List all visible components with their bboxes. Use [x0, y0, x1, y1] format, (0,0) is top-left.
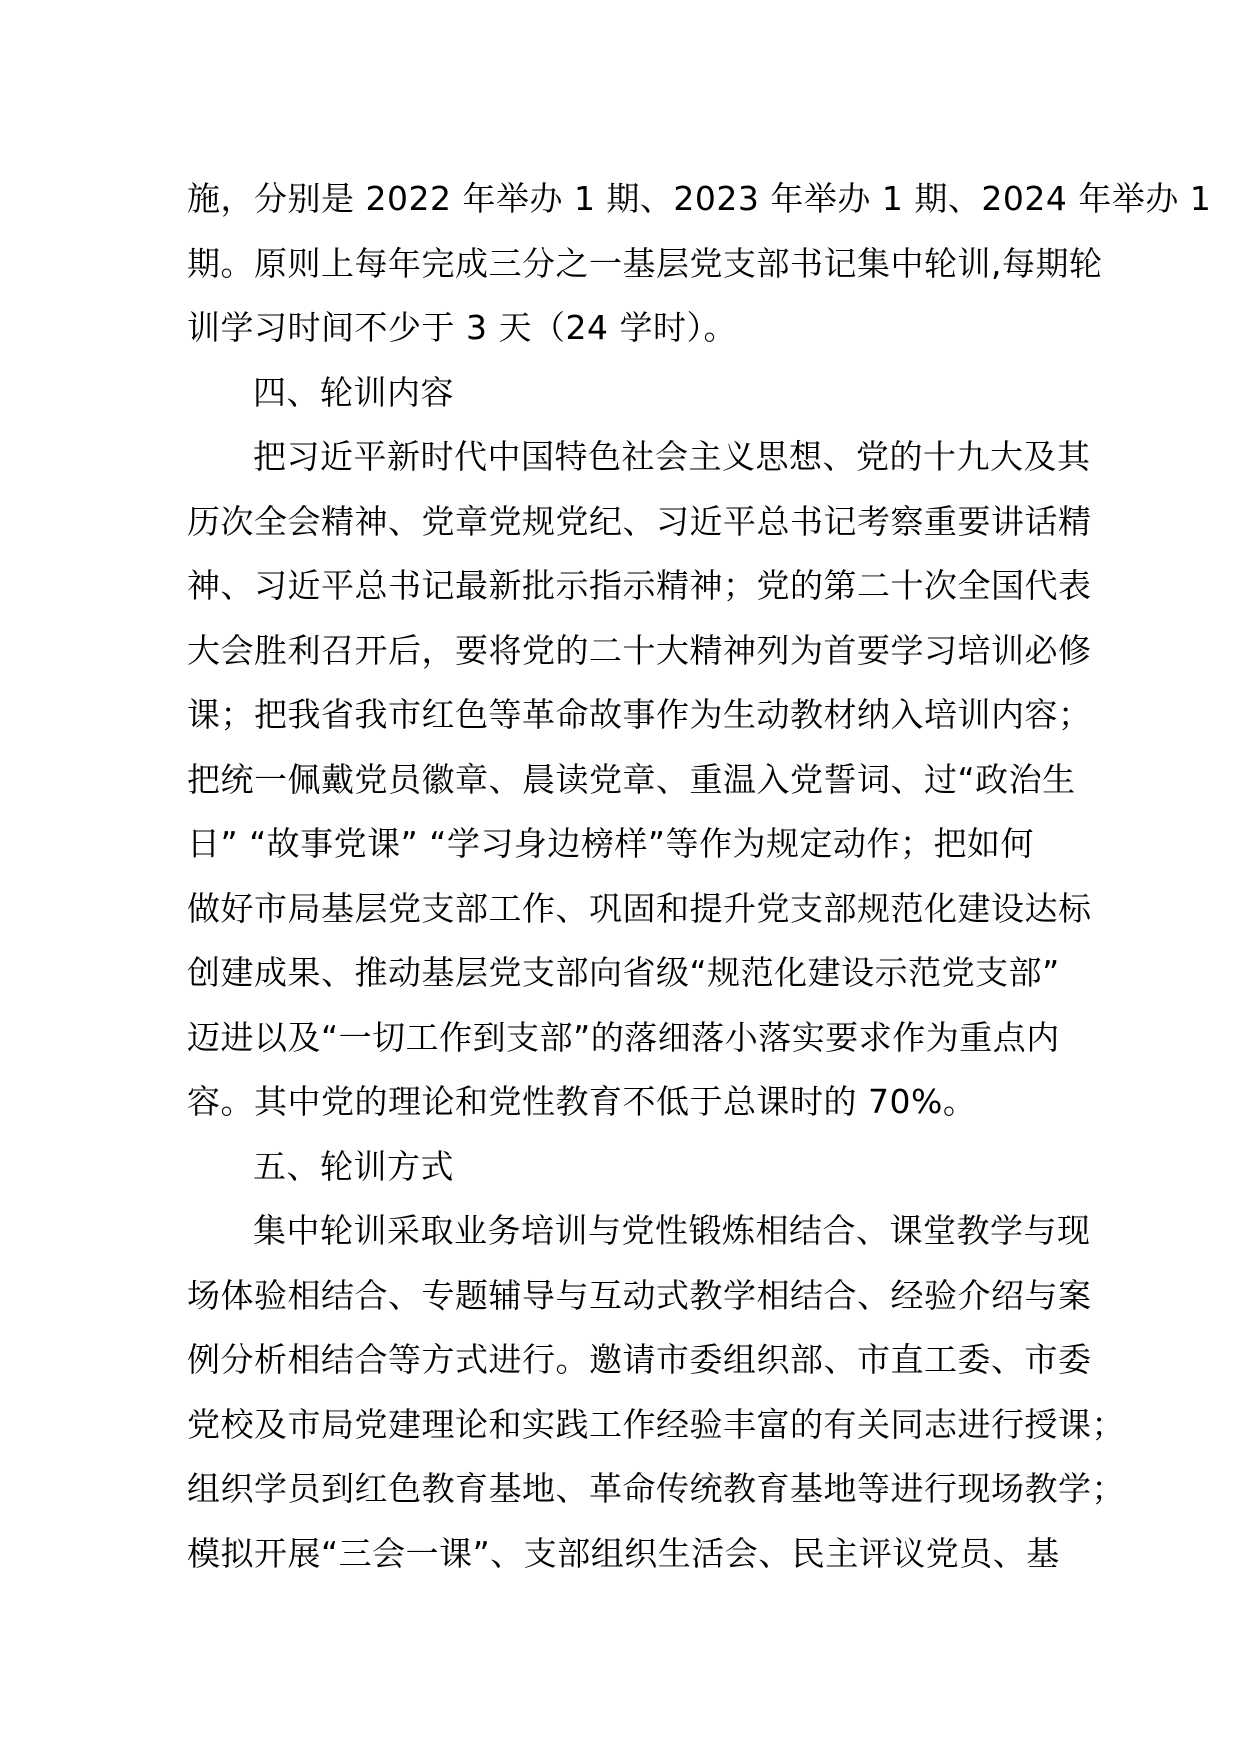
text-line: 训学习时间不少于 3 天（24 学时）。: [187, 308, 737, 347]
text-line: 组织学员到红色教育基地、革命传统教育基地等进行现场教学；: [187, 1469, 1125, 1508]
text-line: 模拟开展“三会一课”、支部组织生活会、民主评议党员、基: [187, 1533, 1060, 1573]
text-line: 做好市局基层党支部工作、巩固和提升党支部规范化建设达标: [187, 888, 1092, 928]
text-line: 党校及市局党建理论和实践工作经验丰富的有关同志进行授课；: [187, 1404, 1125, 1444]
section-heading: 五、轮训方式: [253, 1146, 454, 1186]
text-line: 大会胜利召开后，要将党的二十大精神列为首要学习培训必修: [187, 630, 1092, 670]
text-line: 日” “故事党课” “学习身边榜样”等作为规定动作；把如何: [187, 824, 1034, 863]
text-line: 神、习近平总书记最新批示指示精神；党的第二十次全国代表: [187, 566, 1092, 605]
text-line: 例分析相结合等方式进行。邀请市委组织部、市直工委、市委: [187, 1340, 1092, 1379]
document-body: [187, 167, 1212, 1586]
text-line: 期。原则上每年完成三分之一基层党支部书记集中轮训,每期轮: [187, 243, 1103, 283]
text-line: 把统一佩戴党员徽章、晨读党章、重温入党誓词、过“政治生: [187, 759, 1076, 799]
paragraph-start: 把习近平新时代中国特色社会主义思想、党的十九大及其: [253, 437, 1091, 476]
section-heading: 四、轮训内容: [253, 372, 454, 412]
text-line: 历次全会精神、党章党规党纪、习近平总书记考察重要讲话精: [187, 501, 1092, 541]
text-line: 施，分别是 2022 年举办 1 期、2023 年举办 1 期、2024 年举办 1: [187, 179, 1212, 218]
text-line: 场体验相结合、专题辅导与互动式教学相结合、经验介绍与案: [187, 1275, 1092, 1315]
text-line: 课；把我省我市红色等革命故事作为生动教材纳入培训内容；: [187, 695, 1092, 734]
text-line: 容。其中党的理论和党性教育不低于总课时的 70%。: [187, 1082, 977, 1121]
text-line: 创建成果、推动基层党支部向省级“规范化建设示范党支部”: [187, 953, 1060, 992]
paragraph-start: 集中轮训采取业务培训与党性锻炼相结合、课堂教学与现: [253, 1211, 1091, 1250]
text-line: 迈进以及“一切工作到支部”的落细落小落实要求作为重点内: [187, 1017, 1060, 1057]
